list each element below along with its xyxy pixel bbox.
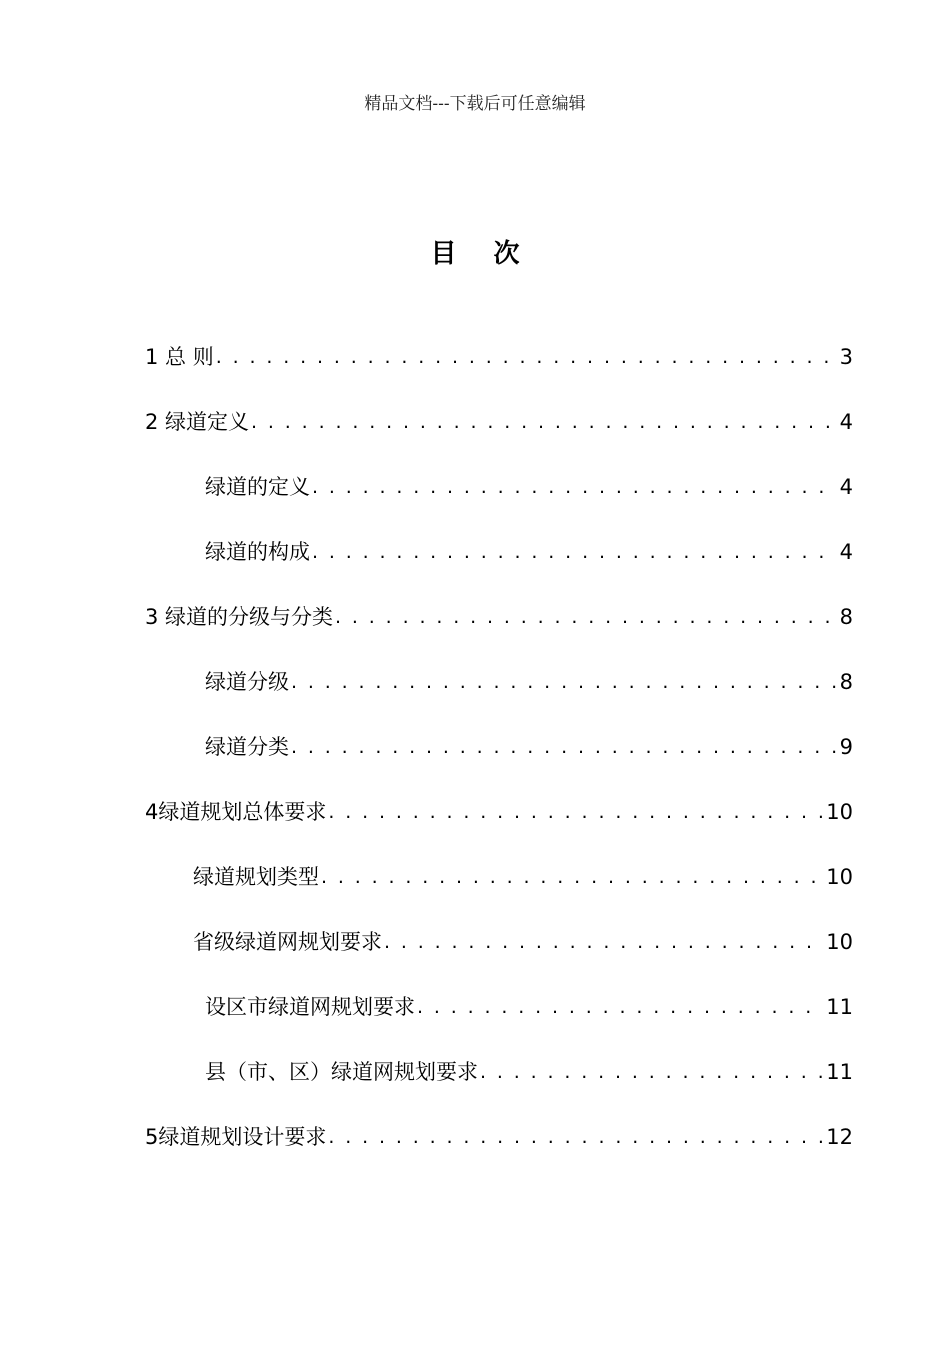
toc-page-number: 9 — [839, 735, 853, 759]
toc-entry[interactable] — [205, 468, 853, 502]
toc-entry-label: 4绿道规划总体要求 — [145, 800, 327, 824]
toc-entry-label: 绿道的定义 — [205, 475, 310, 499]
toc-leader-dots — [417, 992, 822, 1022]
toc-entry[interactable] — [145, 598, 853, 632]
toc-entry[interactable] — [205, 663, 853, 697]
toc-leader-dots — [335, 602, 836, 632]
toc-leader-dots — [291, 667, 836, 697]
toc-entry-label: 绿道的构成 — [205, 540, 310, 564]
toc-entry[interactable] — [193, 858, 853, 892]
toc-entry[interactable] — [145, 338, 853, 372]
toc-entry-label: 绿道分级 — [205, 670, 289, 694]
toc-entry-label: 绿道规划类型 — [193, 865, 319, 889]
toc-page-number: 11 — [826, 1060, 853, 1084]
toc-leader-dots — [312, 472, 836, 502]
toc-leader-dots — [251, 407, 836, 437]
toc-page-number: 10 — [826, 800, 853, 824]
toc-entry-label: 5绿道规划设计要求 — [145, 1125, 327, 1149]
toc-leader-dots — [384, 927, 822, 957]
toc-entry[interactable] — [205, 728, 853, 762]
toc-page-number: 4 — [839, 475, 853, 499]
toc-entry[interactable] — [205, 533, 853, 567]
toc-page-number: 10 — [826, 930, 853, 954]
toc-page-number: 10 — [826, 865, 853, 889]
toc-entry[interactable] — [145, 1118, 853, 1152]
toc-entry[interactable] — [205, 1053, 853, 1087]
toc-entry[interactable] — [145, 403, 853, 437]
toc-leader-dots — [312, 537, 836, 567]
toc-leader-dots — [328, 1122, 822, 1152]
toc-entry-label: 设区市绿道网规划要求 — [205, 995, 415, 1019]
toc-entry-label: 县（市、区）绿道网规划要求 — [205, 1060, 478, 1084]
toc-page-number: 12 — [826, 1125, 853, 1149]
toc-leader-dots — [216, 342, 836, 372]
toc-title: 目 次 — [430, 239, 534, 269]
toc-entry[interactable] — [193, 923, 853, 957]
toc-entry-label: 省级绿道网规划要求 — [193, 930, 382, 954]
toc-page-number: 3 — [839, 345, 853, 369]
toc-page-number: 4 — [839, 540, 853, 564]
toc-entry-label: 1 总 则 — [145, 345, 214, 369]
toc-entry[interactable] — [145, 793, 853, 827]
page-header: 精品文档---下载后可任意编辑 — [364, 94, 586, 114]
toc-leader-dots — [328, 797, 822, 827]
toc-leader-dots — [291, 732, 836, 762]
toc-entry-label: 绿道分类 — [205, 735, 289, 759]
toc-page-number: 11 — [826, 995, 853, 1019]
toc-entry-label: 2 绿道定义 — [145, 410, 250, 434]
toc-leader-dots — [321, 862, 822, 892]
toc-leader-dots — [480, 1057, 822, 1087]
toc-page-number: 8 — [839, 605, 853, 629]
toc-page-number: 8 — [839, 670, 853, 694]
toc-page-number: 4 — [839, 410, 853, 434]
toc-entry-label: 3 绿道的分级与分类 — [145, 605, 334, 629]
toc-entry[interactable] — [205, 988, 853, 1022]
